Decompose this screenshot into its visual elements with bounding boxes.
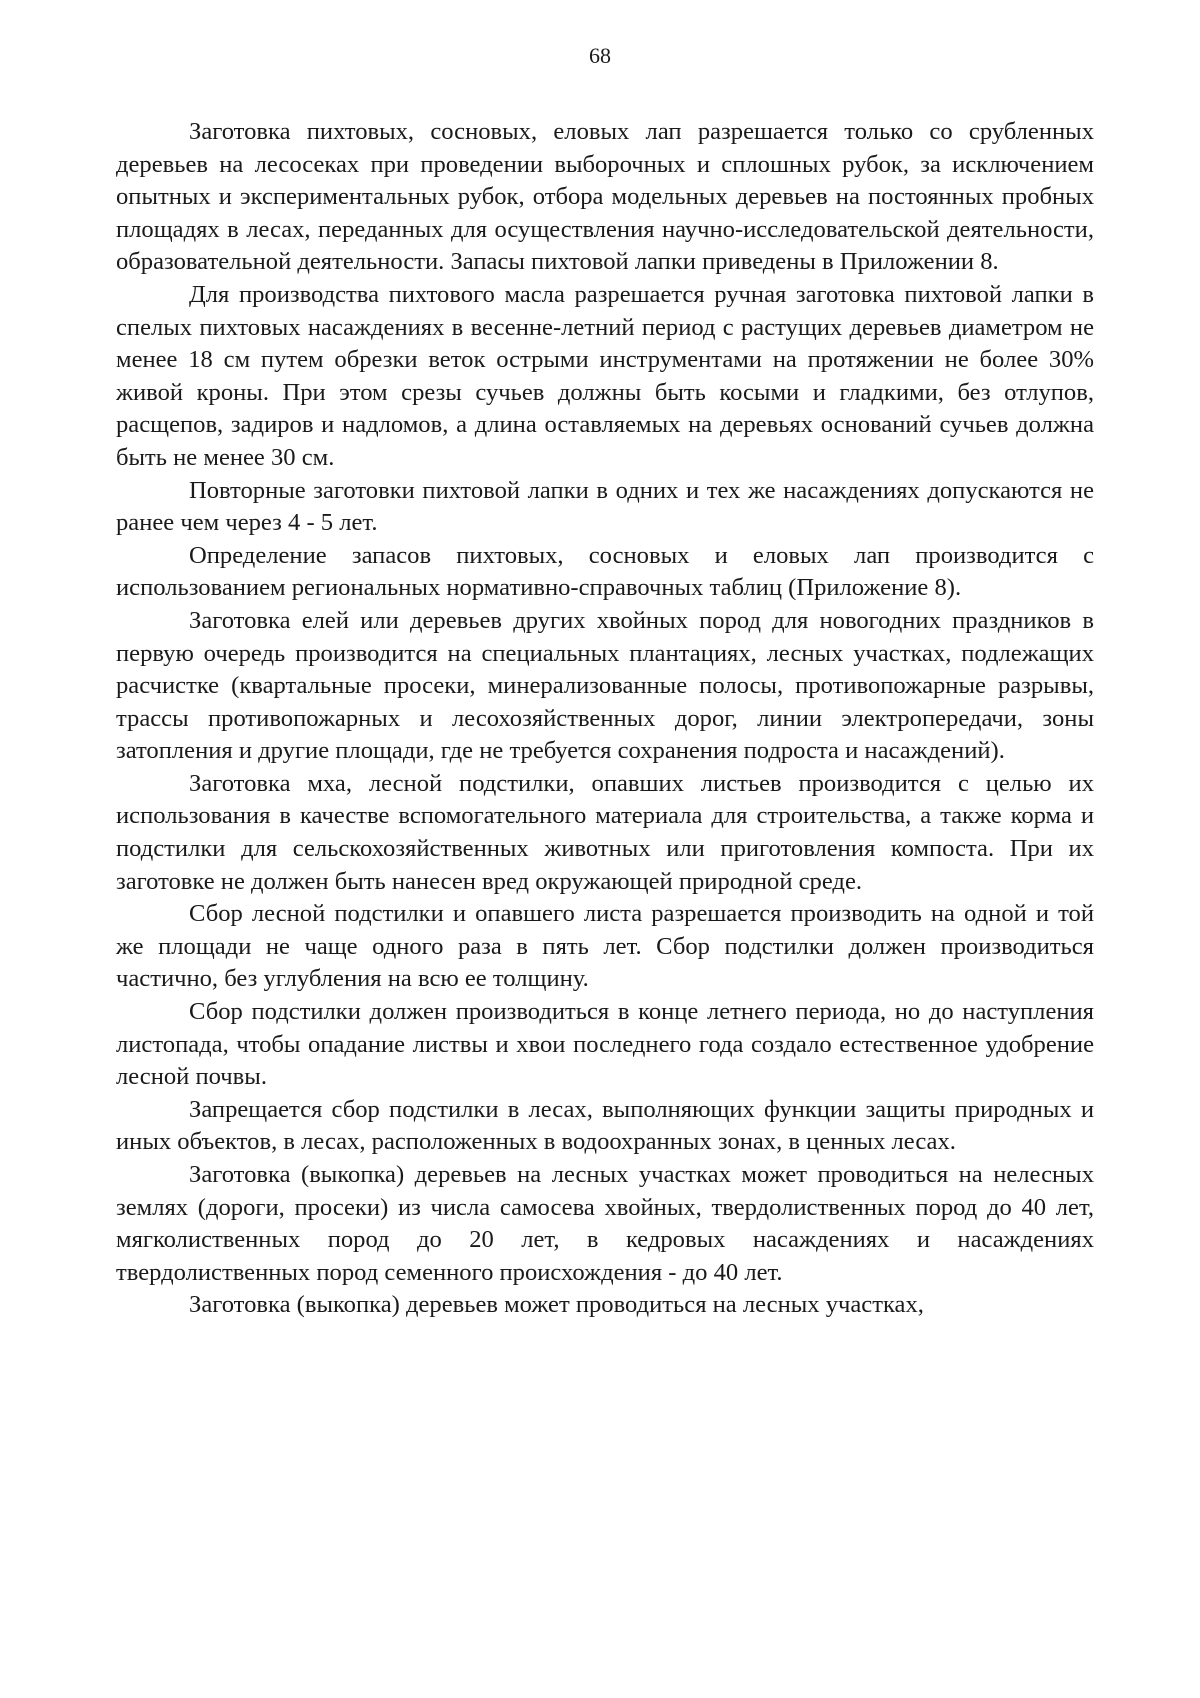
paragraph-repeat-harvesting: Повторные заготовки пихтовой лапки в одних и тех же насаждениях допускаются не ранее чем через 4 - 5 лет.: [116, 476, 1094, 537]
paragraph-fir-branches-harvesting: Заготовка пихтовых, сосновых, еловых лап разрешается только со срубленных деревьев на лесосеках при проведении выборочных и сплошных рубок, за исключением опытных и экспериментальных рубок, отбора модельных деревьев на постоянных пробных площадях в лесах, переданных для осуществления научно-исследовательской деятельности, образовательной деятельности. Запасы пихтовой лапки приведены в Приложении 8.: [116, 118, 1094, 276]
paragraph-tree-digging-forest: Заготовка (выкопка) деревьев может проводиться на лесных участках,: [189, 1291, 924, 1319]
paragraph-moss-litter-harvesting: Заготовка мха, лесной подстилки, опавших листьев производится с целью их использования в качестве вспомогательного материала для строительства, а также корма и подстилки для сельскохозяйственных животных или приготовления компоста. При их заготовке не должен быть нанесен вред окружающей природной среде.: [116, 769, 1094, 895]
paragraph-fir-oil-production: Для производства пихтового масла разрешается ручная заготовка пихтовой лапки в спелых пихтовых насаждениях в весенне-летний период с растущих деревьев диаметром не менее 18 см путем обрезки веток острыми инструментами на протяжении не более 30% живой кроны. При этом срезы сучьев должны быть косыми и гладкими, без отлупов, расщепов, задиров и надломов, а длина оставляемых на деревьях оснований сучьев должна быть не менее 30 см.: [116, 280, 1094, 471]
paragraph-tree-digging-nonforest: Заготовка (выкопка) деревьев на лесных участках может проводиться на нелесных землях (дороги, просеки) из числа самосева хвойных, твердолиственных пород до 40 лет, мягколиственных пород до 20 лет, в кедровых насаждениях и насаждениях твердолиственных пород семенного происхождения - до 40 лет.: [116, 1161, 1094, 1286]
paragraph-litter-collection-frequency: Сбор лесной подстилки и опавшего листа разрешается производить на одной и той же площади не чаще одного раза в пять лет. Сбор подстилки должен производиться частично, без углубления на всю ее толщину.: [116, 900, 1094, 993]
page-number: 68: [589, 43, 611, 68]
document-body: [116, 116, 1094, 1322]
paragraph-litter-collection-timing: Сбор подстилки должен производиться в конце летнего периода, но до наступления листопада, чтобы опадание листвы и хвои последнего года создало естественное удобрение лесной почвы.: [116, 998, 1094, 1091]
paragraph-stock-determination: Определение запасов пихтовых, сосновых и еловых лап производится с использованием региональных нормативно-справочных таблиц (Приложение 8).: [116, 541, 1094, 602]
paragraph-new-year-trees: Заготовка елей или деревьев других хвойных пород для новогодних праздников в первую очередь производится на специальных плантациях, лесных участках, подлежащих расчистке (квартальные просеки, минерализованные полосы, противопожарные разрывы, трассы противопожарных и лесохозяйственных дорог, линии электропередачи, зоны затопления и другие площади, где не требуется сохранения подроста и насаждений).: [116, 606, 1094, 765]
paragraph-litter-collection-prohibition: Запрещается сбор подстилки в лесах, выполняющих функции защиты природных и иных объектов, в лесах, расположенных в водоохранных зонах, в ценных лесах.: [116, 1095, 1094, 1156]
